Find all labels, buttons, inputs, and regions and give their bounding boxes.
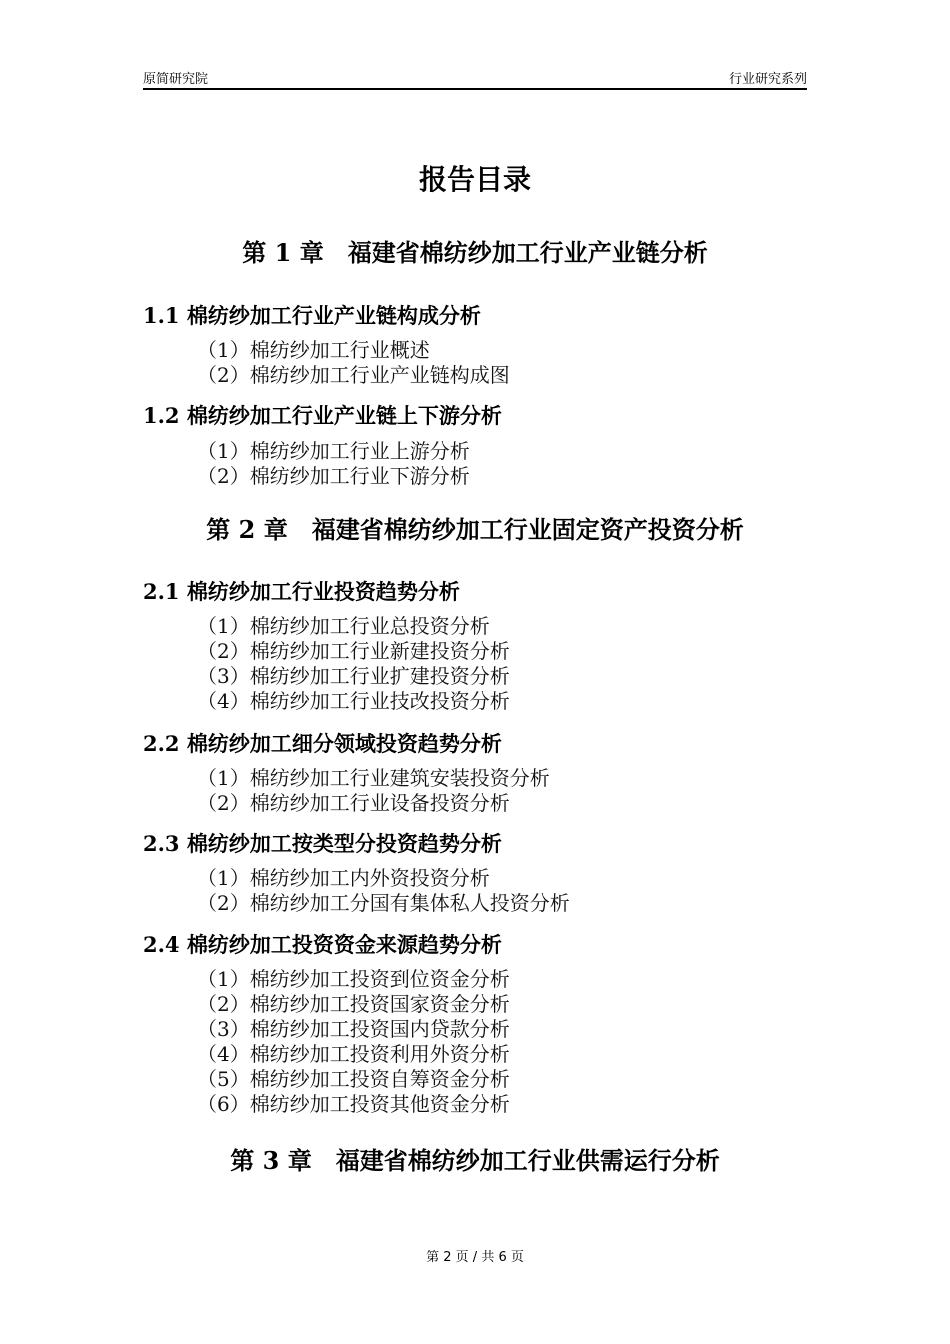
header-series-name: 行业研究系列 [728,72,807,87]
toc-item: （1）棉纺纱加工内外资投资分析 [197,866,490,890]
toc-item: （4）棉纺纱加工行业技改投资分析 [197,689,510,713]
toc-item: （2）棉纺纱加工行业产业链构成图 [197,363,510,387]
section-2-1-heading: 2.1 棉纺纱加工行业投资趋势分析 [143,579,460,604]
chapter-1-heading: 第 1 章 福建省棉纺纱加工行业产业链分析 [242,238,708,267]
section-2-4-heading: 2.4 棉纺纱加工投资资金来源趋势分析 [143,932,502,957]
toc-item: （3）棉纺纱加工投资国内贷款分析 [197,1017,510,1041]
section-1-1-heading: 1.1 棉纺纱加工行业产业链构成分析 [143,303,481,328]
toc-item: （1）棉纺纱加工行业概述 [197,338,430,362]
toc-item: （1）棉纺纱加工行业上游分析 [197,439,470,463]
page-title: 报告目录 [418,163,531,196]
toc-item: （4）棉纺纱加工投资利用外资分析 [197,1042,510,1066]
page-header [143,68,807,90]
chapter-2-heading: 第 2 章 福建省棉纺纱加工行业固定资产投资分析 [206,515,744,544]
chapter-3-heading: 第 3 章 福建省棉纺纱加工行业供需运行分析 [230,1146,720,1175]
toc-item: （1）棉纺纱加工行业总投资分析 [197,614,490,638]
toc-item: （2）棉纺纱加工行业设备投资分析 [197,791,510,815]
toc-item: （2）棉纺纱加工分国有集体私人投资分析 [197,891,570,915]
section-2-3-heading: 2.3 棉纺纱加工按类型分投资趋势分析 [143,831,502,856]
toc-item: （2）棉纺纱加工行业下游分析 [197,464,470,488]
toc-item: （2）棉纺纱加工投资国家资金分析 [197,992,510,1016]
section-2-2-heading: 2.2 棉纺纱加工细分领域投资趋势分析 [143,731,502,756]
toc-item: （3）棉纺纱加工行业扩建投资分析 [197,664,510,688]
toc-item: （2）棉纺纱加工行业新建投资分析 [197,639,510,663]
section-1-2-heading: 1.2 棉纺纱加工行业产业链上下游分析 [143,403,502,428]
toc-item: （5）棉纺纱加工投资自筹资金分析 [197,1067,510,1091]
toc-item: （6）棉纺纱加工投资其他资金分析 [197,1092,510,1116]
header-org-name: 原简研究院 [143,72,209,87]
page-number-footer: 第 2 页 / 共 6 页 [426,1250,524,1265]
toc-item: （1）棉纺纱加工投资到位资金分析 [197,967,510,991]
toc-item: （1）棉纺纱加工行业建筑安装投资分析 [197,766,550,790]
